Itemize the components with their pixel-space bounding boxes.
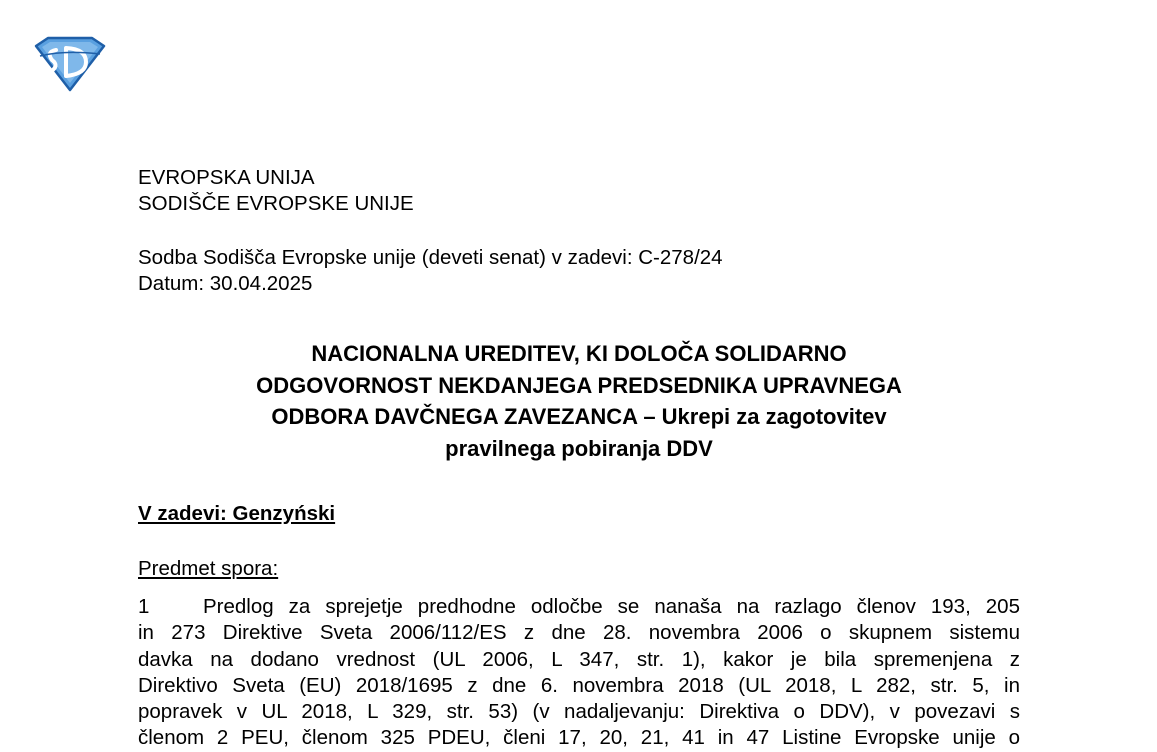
paragraph-1 [138, 594, 1020, 752]
judgment-meta [138, 245, 723, 297]
paragraph-line: in 273 Direktive Sveta 2006/112/ES z dne 28. novembra 2006 o skupnem sistemu [138, 621, 1020, 645]
paragraph-line: davka na dodano vrednost (UL 2006, L 347, str. 1), kakor je bila spremenjena z [138, 647, 1020, 671]
paragraph-line: Direktivo Sveta (EU) 2018/1695 z dne 6. novembra 2018 (UL 2018, L 282, str. 5, in [138, 673, 1020, 697]
judgment-reference: Sodba Sodišča Evropske unije (deveti senat) v zadevi: C-278/24 [138, 246, 723, 269]
subject-heading: Predmet spora: [138, 557, 279, 580]
court-logo-icon [34, 36, 106, 92]
document-title [138, 338, 1020, 464]
paragraph-line [138, 594, 1020, 620]
header-line-eu: EVROPSKA UNIJA [138, 166, 315, 189]
court-header [138, 165, 414, 217]
paragraph-line: popravek v UL 2018, L 329, str. 53) (v nadaljevanju: Direktiva o DDV), v povezavi s [138, 700, 1020, 724]
title-line-1: NACIONALNA UREDITEV, KI DOLOČA SOLIDARNO [311, 341, 847, 366]
title-line-3: ODBORA DAVČNEGA ZAVEZANCA – Ukrepi za zagotovitev [271, 404, 887, 429]
title-line-4: pravilnega pobiranja DDV [445, 435, 713, 461]
title-line-2: ODGOVORNOST NEKDANJEGA PREDSEDNIKA UPRAVNEGA [256, 372, 902, 398]
case-name: V zadevi: Genzyński [138, 502, 336, 525]
judgment-date: Datum: 30.04.2025 [138, 272, 313, 295]
paragraph-line-text: Predlog za sprejetje predhodne odločbe se nanaša na razlago členov 193, 205 [203, 595, 1020, 618]
paragraph-line: členom 2 PEU, členom 325 PDEU, členi 17, 20, 21, 41 in 47 Listine Evropske unije o [138, 726, 1020, 750]
header-line-court: SODIŠČE EVROPSKE UNIJE [138, 192, 414, 215]
paragraph-number: 1 [138, 595, 150, 618]
